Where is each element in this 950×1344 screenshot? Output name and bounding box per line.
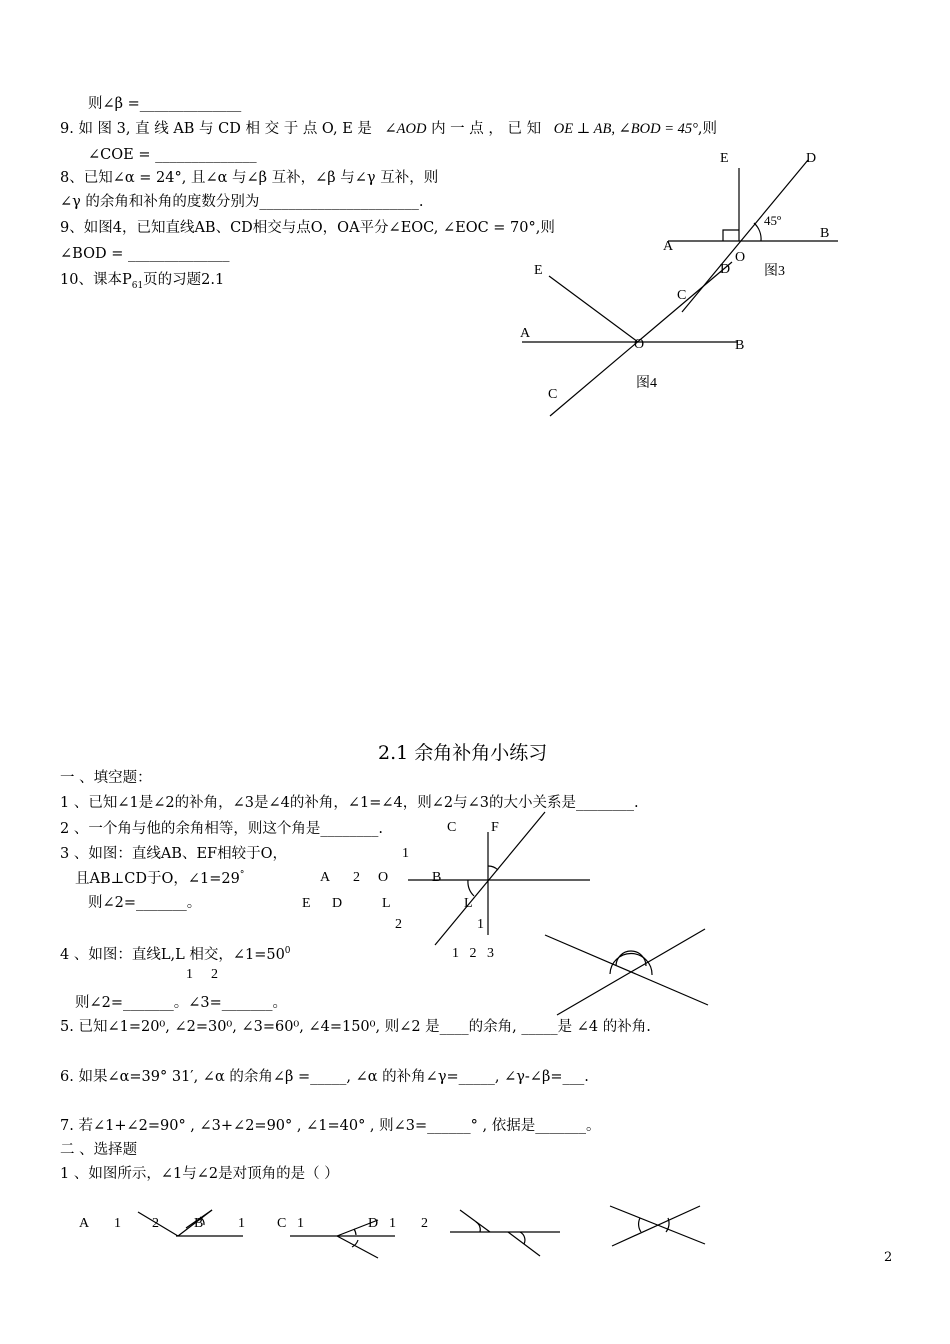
- optC-ray-down: [337, 1236, 378, 1258]
- problem-3-degree: °: [239, 870, 245, 880]
- section-title: 2.1 余角补角小练习: [378, 742, 548, 764]
- option-b-label: B: [194, 1216, 204, 1231]
- q10-page-sub: 61: [131, 280, 144, 291]
- fig3-label-a: A: [663, 239, 674, 254]
- q10-text-end: 页的习题2.1: [143, 272, 225, 288]
- problem-4-sub1: 1: [186, 967, 193, 982]
- problem-3-line3: 则∠2=_______。: [88, 895, 202, 911]
- option-c-angle1: 1: [297, 1216, 304, 1231]
- fig4-label-d: D: [720, 262, 731, 277]
- choice-1: 1 、如图所示，∠1与∠2是对顶角的是（ ）: [60, 1166, 339, 1182]
- problem-5: 5. 已知∠1=20⁰, ∠2=30⁰, ∠3=60⁰, ∠4=150⁰, 则∠2 是____的余角, _____是 ∠4 的补角.: [60, 1019, 651, 1035]
- fig4-caption: 图4: [636, 376, 657, 391]
- q3-label-l2-sub: 2: [395, 917, 402, 932]
- q4-angle-numbers: 1 2 3: [452, 946, 494, 961]
- option-a-label: A: [79, 1216, 90, 1231]
- page-number: 2: [884, 1250, 893, 1265]
- q9a-line2: ∠COE = ______________: [88, 147, 257, 163]
- option-a-angle1: 1: [114, 1216, 121, 1231]
- option-d-label: D: [368, 1216, 379, 1231]
- fig4-label-b: B: [735, 338, 745, 353]
- problem-4-line1: [60, 946, 291, 964]
- fig3-label-angle: 45º: [764, 213, 782, 228]
- optC-arc-1: [354, 1229, 356, 1235]
- optD-arc-1: [476, 1222, 480, 1232]
- option-c-label: C: [277, 1216, 287, 1231]
- fig4-label-e: E: [534, 263, 543, 278]
- q3-label-l1-sub: 1: [477, 917, 484, 932]
- q3-label-b: B: [432, 870, 442, 885]
- problem-2: 2 、一个角与他的余角相等，则这个角是________.: [60, 821, 383, 837]
- fig3-right-angle: [723, 230, 739, 241]
- fig3-label-d: D: [806, 151, 817, 166]
- q3-label-a: A: [320, 870, 331, 885]
- part2-heading: 二 、选择题: [60, 1142, 138, 1158]
- q3-label-l2: L: [382, 896, 391, 911]
- problem-7: 7. 若∠1+∠2=90° , ∠3+∠2=90° , ∠1=40° , 则∠3=______° , 依据是_______。: [60, 1118, 601, 1134]
- fig3-label-b: B: [820, 226, 830, 241]
- fig3-label-e: E: [720, 151, 729, 166]
- q3-label-e: E: [302, 896, 311, 911]
- q8-line1: 8、已知∠α = 24°, 且∠α 与∠β 互补，∠β 与∠γ 互补，则: [60, 170, 439, 186]
- q3-angle-arc-2: [468, 880, 474, 896]
- option-a-angle2: 2: [152, 1216, 159, 1231]
- option-d-angle1: 1: [389, 1216, 396, 1231]
- q9b-line1: 9、如图4，已知直线AB、CD相交与点O，OA平分∠EOC, ∠EOC = 70°,则: [60, 220, 555, 236]
- q3-label-o: O: [378, 870, 389, 885]
- problem-3-text: 且AB⊥CD于O，∠1=29: [75, 870, 240, 887]
- fig3-caption: 图3: [764, 264, 785, 279]
- q4-line-l2: [557, 929, 705, 1015]
- fig3-line-cd: [682, 160, 808, 312]
- q9a-condition: OE ⊥ AB, ∠BOD = 45°: [553, 121, 698, 137]
- q10-text: 10、课本P: [60, 272, 132, 288]
- problem-3-line1: 3 、如图：直线AB、EF相较于O，: [60, 846, 287, 862]
- q9a-text1: 9. 如 图 3, 直 线 AB 与 CD 相 交 于 点 O, E 是: [60, 121, 372, 137]
- option-b-angle1: 1: [238, 1216, 245, 1231]
- problem-4-text-a: 4 、如图：直线L: [60, 946, 171, 963]
- fig4-label-o: O: [634, 337, 645, 352]
- optD-ray1: [460, 1210, 490, 1232]
- problem-3-line2: [75, 870, 244, 888]
- problem-4-sub2: 2: [211, 967, 218, 982]
- problem-6: 6. 如果∠α=39° 31′, ∠α 的余角∠β =_____, ∠α 的补角∠γ=_____, ∠γ-∠β=___.: [60, 1069, 589, 1085]
- fig4-label-c: C: [548, 387, 558, 402]
- q9a-text2: 内 一 点 ， 已 知: [431, 121, 542, 137]
- q8-prev-answer: 则∠β =______________: [88, 96, 242, 112]
- q4-line-l1: [545, 935, 708, 1005]
- q8-line2: ∠γ 的余角和补角的度数分别为______________________.: [60, 194, 424, 210]
- fig3-label-o: O: [735, 250, 746, 265]
- q9a-angle: ∠AOD: [384, 121, 427, 137]
- problem-1: 1 、已知∠1是∠2的补角，∠3是∠4的补角，∠1=∠4，则∠2与∠3的大小关系是________.: [60, 795, 639, 811]
- part1-heading: 一 、填空题：: [60, 770, 152, 786]
- problem-4-line2: 则∠2=_______。∠3=_______。: [75, 995, 288, 1011]
- q3-label-1: 1: [402, 846, 409, 861]
- q3-label-2: 2: [353, 870, 360, 885]
- problem-4-degree: 0: [284, 946, 291, 956]
- q3-label-f: F: [491, 820, 499, 835]
- q9a-text3: ,则: [697, 121, 718, 137]
- fig4-line-oe: [549, 276, 638, 342]
- q3-label-c: C: [447, 820, 457, 835]
- option-d-angle2: 2: [421, 1216, 428, 1231]
- q3-angle-arc-1: [488, 866, 498, 870]
- fig3-angle-arc: [754, 223, 761, 241]
- q3-label-l1: L: [464, 896, 473, 911]
- q3-label-d: D: [332, 896, 343, 911]
- opt4-arc-1: [639, 1218, 641, 1232]
- problem-4-text-b: ,L 相交，∠1=50: [170, 946, 285, 963]
- fig4-label-a: A: [520, 326, 531, 341]
- fig3-label-c: C: [677, 288, 687, 303]
- q9b-line2: ∠BOD = ______________: [60, 246, 230, 262]
